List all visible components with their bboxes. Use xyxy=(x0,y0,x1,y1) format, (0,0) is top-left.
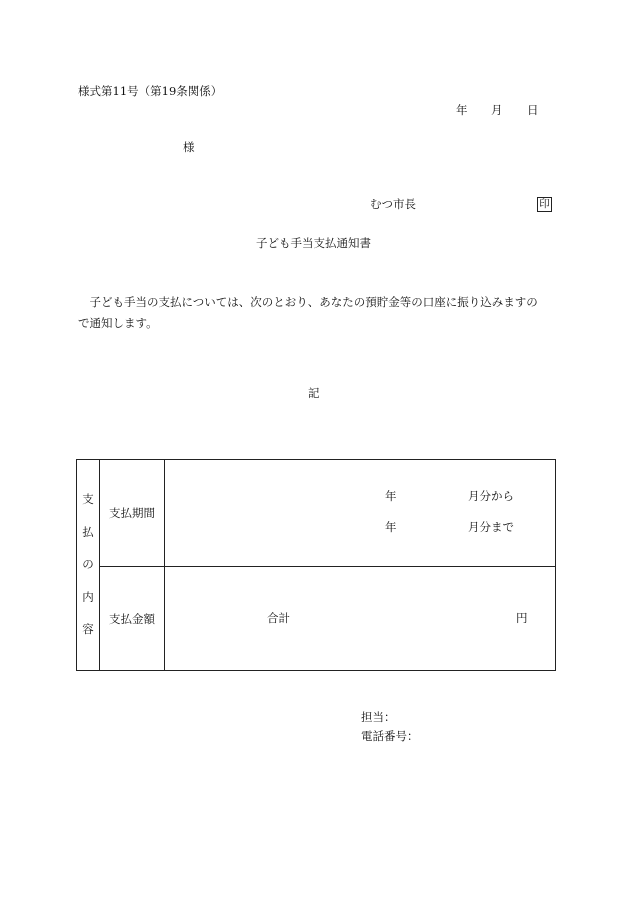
date-month-label: 月 xyxy=(491,103,503,117)
payment-details-table xyxy=(76,459,556,671)
issuer-title: むつ市長 xyxy=(370,197,416,211)
period-cell xyxy=(165,460,556,567)
notice-body-line-2: で通知します。 xyxy=(78,316,158,330)
notice-body-line-1: 子ども手当の支払については、次のとおり、あなたの預貯金等の口座に振り込みますの xyxy=(78,295,538,309)
document-title: 子ども手当支払通知書 xyxy=(256,236,371,250)
period-to-month: 月分まで xyxy=(468,520,514,534)
currency-unit: 円 xyxy=(516,611,528,625)
side-heading-char: 支 xyxy=(82,492,94,507)
side-heading-char: 内 xyxy=(82,589,94,604)
period-label: 支払期間 xyxy=(100,460,165,567)
period-from-year: 年 xyxy=(385,489,397,503)
phone-label: 電話番号： xyxy=(361,729,419,743)
amount-cell xyxy=(165,567,556,671)
period-from-month: 月分から xyxy=(468,489,514,503)
date-day-label: 日 xyxy=(527,103,539,117)
ki-mark: 記 xyxy=(308,386,320,400)
period-to-year: 年 xyxy=(385,520,397,534)
side-heading-char: 容 xyxy=(82,622,94,637)
seal-mark: 印 xyxy=(537,197,552,212)
side-heading-char: の xyxy=(82,557,94,572)
side-heading-char: 払 xyxy=(82,524,94,539)
staff-label: 担当： xyxy=(361,710,396,724)
addressee-honorific: 様 xyxy=(183,140,195,154)
notice-body xyxy=(78,292,554,334)
total-label: 合計 xyxy=(267,611,290,625)
side-heading xyxy=(77,460,100,671)
form-number: 様式第11号（第19条関係） xyxy=(78,84,223,98)
date-year-label: 年 xyxy=(456,103,468,117)
amount-label: 支払金額 xyxy=(100,567,165,671)
